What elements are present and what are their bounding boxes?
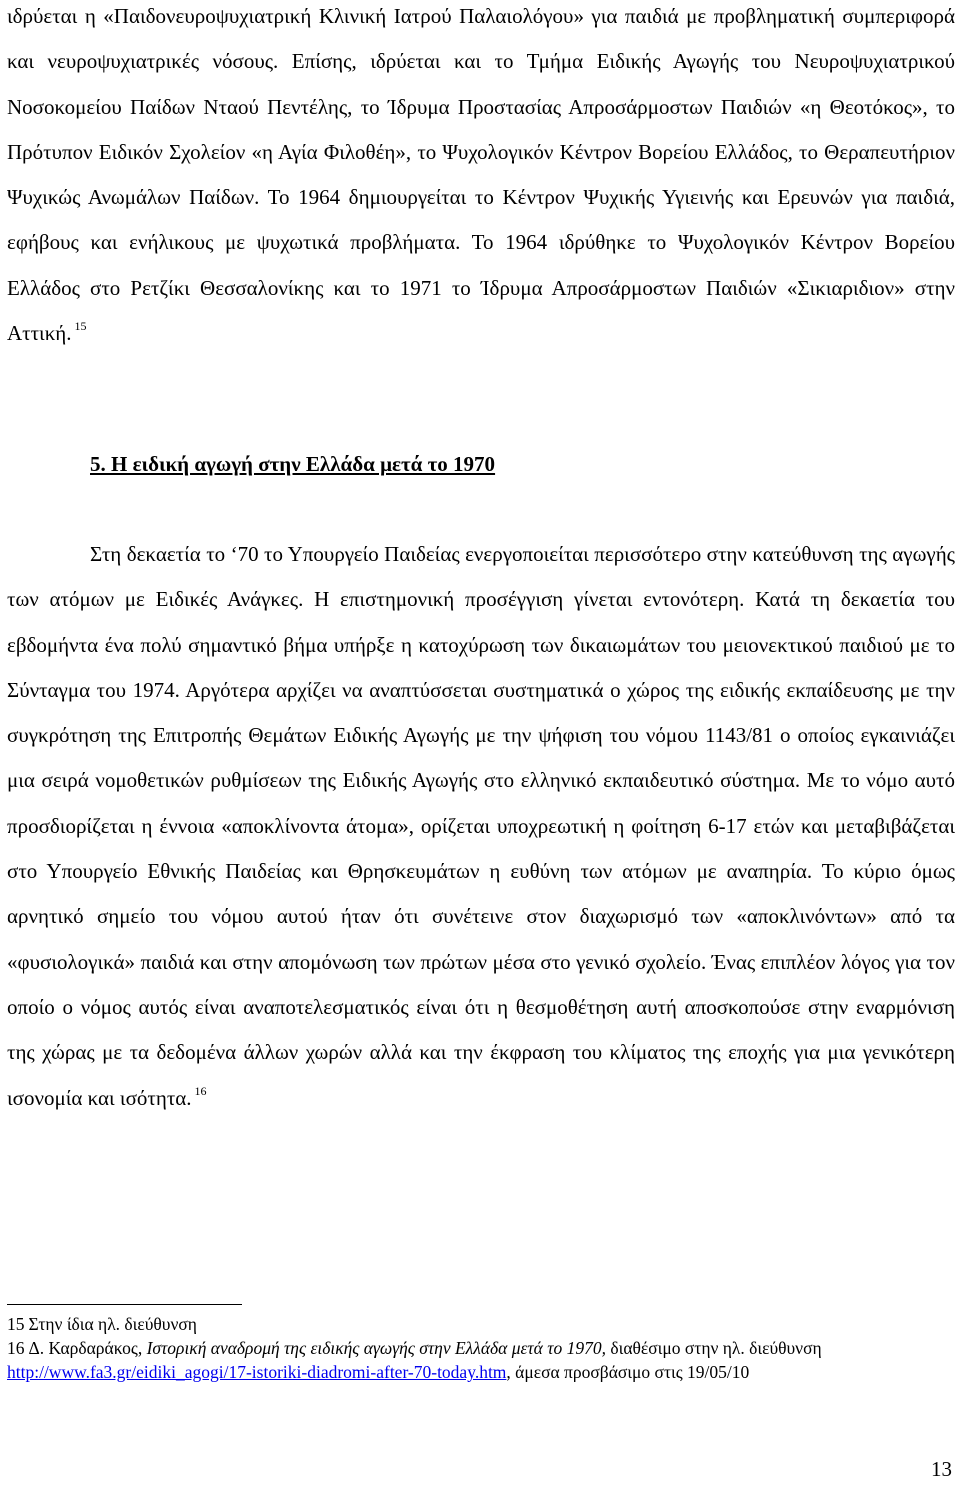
paragraph-text: Στη δεκαετία το ‘70 το Υπουργείο Παιδείας ενεργοποιείται περισσότερο στην κατεύθυνση της αγωγής των ατόμων με Ειδικές Ανάγκες. Η επιστημονική προσέγγιση γίνεται εντονότερη. Κατά τη δεκαετία του εβδομήντα ένα πολύ σημαντικό βήμα υπήρξε η κατοχύρωση των δικαιωμάτων του μειονεκτικού παιδιού με το Σύνταγμα του 1974. Αργότερα αρχίζει να αναπτύσσεται συστηματικά ο χώρος της ειδικής εκπαίδευσης με την συγκρότηση της Επιτροπής Θεμάτων Ειδικής Αγωγής με την ψήφιση του νόμου 1143/81 ο οποίος εγκαινιάζει μια σειρά νομοθετικών ρυθμίσεων της Ειδικής Αγωγής στο ελληνικό εκπαιδευτικό σύστημα. Με το νόμο αυτό προσδιορίζεται η έννοια «αποκλίνοντα άτομα», ορίζεται υποχρεωτική η φοίτηση 6-17 ετών και μεταβιβάζεται στο Υπουργείο Εθνικής Παιδείας και Θρησκευμάτων η ευθύνη των ατόμων με αναπηρία. Το κύριο όμως αρνητικό σημείο του νόμου αυτού ήταν ότι συνέτεινε στον διαχωρισμό των «αποκλινόντων» από τα «φυσιολογικά» παιδιά και στην απομόνωση των πρώτων μέσα στο γενικό σχολείο. Ένας επιπλέον λόγος για τον οποίο ο νόμος αυτός είναι αναποτελεσματικός είναι ότι η θεσμοθέτηση αυτή αποσκοπούσε στην εναρμόνιση της χώρας με τα δεδομένα άλλων χωρών αλλά και την έκφραση του κλίματος της εποχής για μια γενικότερη ισονομία και ισότητα. [7, 542, 955, 1110]
footnote-reference: 16 [194, 1083, 207, 1098]
footnote-number: 16 [7, 1338, 25, 1358]
footnote-reference: 15 [74, 319, 87, 334]
body-paragraph [7, 532, 955, 1124]
footnote-author: Δ. Καρδαράκος, [28, 1338, 143, 1358]
section-heading: 5. Η ειδική αγωγή στην Ελλάδα μετά το 1970 [90, 452, 496, 476]
paragraph-text: ιδρύεται η «Παιδονευροψυχιατρική Κλινική Ιατρού Παλαιολόγου» για παιδιά με προβληματική συμπεριφορά και νευροψυχιατρικές νόσους. Επίσης, ιδρύεται και το Τμήμα Ειδικής Αγωγής του Νευροψυχιατρικού Νοσοκομείου Παίδων Νταού Πεντέλης, το Ίδρυμα Προστασίας Απροσάρμοστων Παιδιών «η Θεοτόκος», το Πρότυπον Ειδικόν Σχολείον «η Αγία Φιλοθέη», το Ψυχολογικόν Κέντρον Βορείου Ελλάδος, το Θεραπευτήριον Ψυχικώς Ανωμάλων Παίδων. Το 1964 δημιουργείται το Κέντρον Ψυχικής Υγιεινής και Ερευνών για παιδιά, εφήβους και ενήλικους με ψυχωτικά προβλήματα. Το 1964 ιδρύθηκε το Ψυχολογικόν Κέντρον Βορείου Ελλάδος στο Ρετζίκι Θεσσαλονίκης και το 1971 το Ίδρυμα Απροσάρμοστων Παιδιών «Σικιαριδιον» στην Αττική. [7, 4, 955, 346]
footnote-text: διαθέσιμο στην ηλ. διεύθυνση [610, 1338, 822, 1358]
footnote-separator [7, 1304, 242, 1305]
footnote-title: Ιστορική αναδρομή της ειδικής αγωγής στην Ελλάδα μετά το 1970, [146, 1338, 606, 1358]
footnote-number: 15 [7, 1314, 25, 1334]
body-paragraph [7, 0, 955, 359]
footnote-15 [7, 1312, 955, 1336]
footnote-text: , άμεσα προσβάσιμο στις 19/05/10 [506, 1362, 750, 1382]
page-number: 13 [931, 1457, 952, 1481]
footnote-16 [7, 1336, 955, 1384]
footnote-text: Στην ίδια ηλ. διεύθυνση [28, 1314, 197, 1334]
footnotes [7, 1312, 955, 1384]
footnote-link[interactable]: http://www.fa3.gr/eidiki_agogi/17-istoriki-diadromi-after-70-today.htm [7, 1362, 507, 1382]
